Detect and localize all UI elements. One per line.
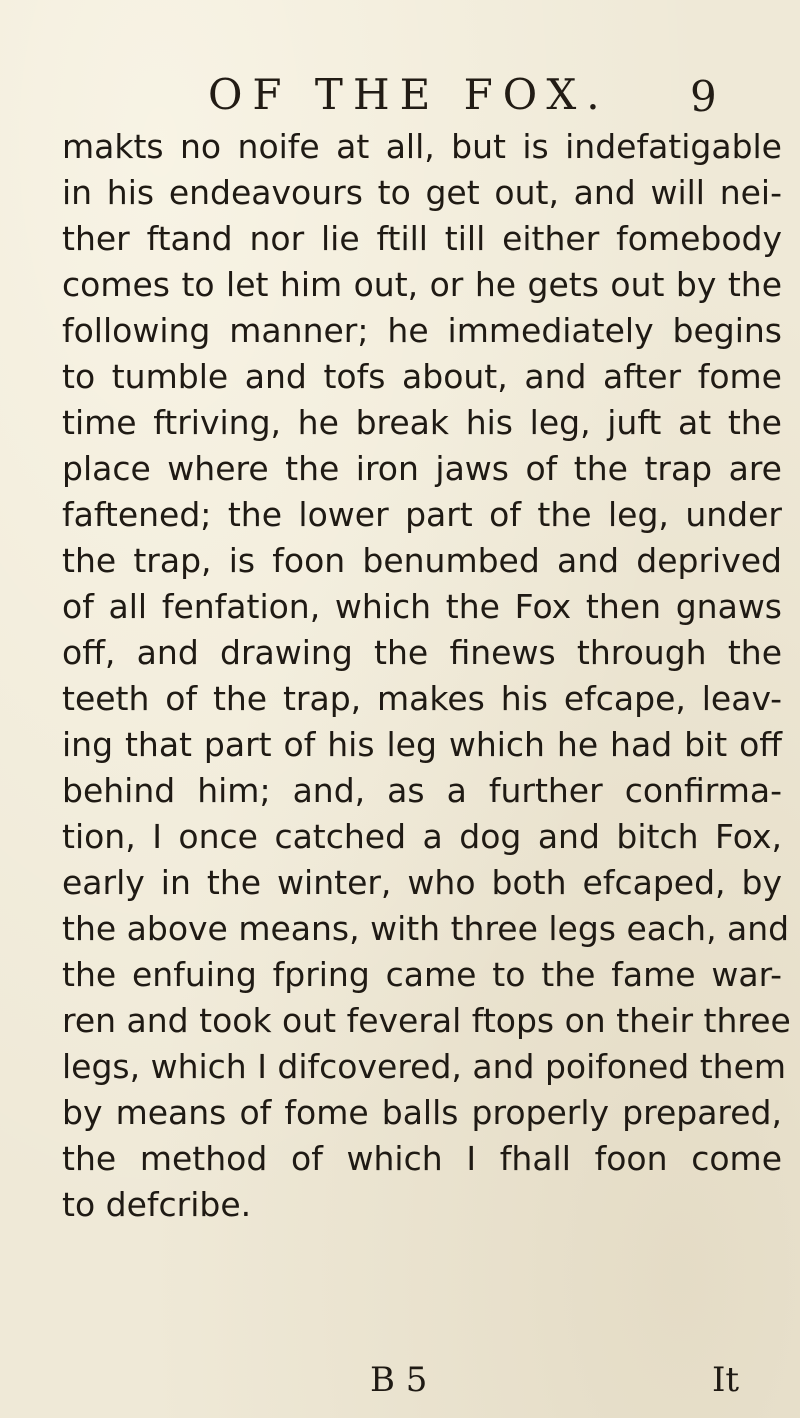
text-line: ren and took out feveral ftops on their three [62, 1001, 791, 1040]
text-line: of all fenfation, which the Fox then gnaws [62, 587, 782, 626]
text-line: following manner; he immediately begins [62, 311, 782, 350]
running-title: OF THE FOX. [208, 70, 610, 119]
text-line: makts no noife at all, but is indefatigable [62, 127, 782, 166]
text-line: the above means, with three legs each, and [62, 909, 790, 948]
text-line: off, and drawing the finews through the [62, 633, 782, 672]
page-footer [0, 1360, 800, 1408]
text-line: in his endeavours to get out, and will nei- [62, 173, 782, 212]
signature-mark: B 5 [370, 1360, 428, 1400]
text-line: ing that part of his leg which he had bit off [62, 725, 782, 764]
text-line: time ftriving, he break his leg, juft at the [62, 403, 782, 442]
text-line: comes to let him out, or he gets out by the [62, 265, 782, 304]
text-line: place where the iron jaws of the trap are [62, 449, 782, 488]
page-number: 9 [690, 72, 717, 121]
text-line: the enfuing fpring came to the fame war- [62, 955, 782, 994]
text-line: faftened; the lower part of the leg, under [62, 495, 782, 534]
text-line: teeth of the trap, makes his efcape, leav- [62, 679, 782, 718]
text-line: by means of fome balls properly prepared, [62, 1093, 782, 1132]
text-line: early in the winter, who both efcaped, by [62, 863, 782, 902]
text-line: the method of which I fhall foon come [62, 1139, 782, 1178]
text-line: the trap, is foon benumbed and deprived [62, 541, 782, 580]
text-line: tion, I once catched a dog and bitch Fox, [62, 817, 782, 856]
text-line: legs, which I difcovered, and poifoned them [62, 1047, 787, 1086]
text-line-last: to defcribe. [62, 1185, 252, 1224]
body-text [62, 124, 791, 1228]
text-line: ther ftand nor lie ftill till either fomebody [62, 219, 782, 258]
text-line: behind him; and, as a further confirma- [62, 771, 782, 810]
catchword: It [712, 1360, 740, 1400]
text-line: to tumble and tofs about, and after fome [62, 357, 782, 396]
